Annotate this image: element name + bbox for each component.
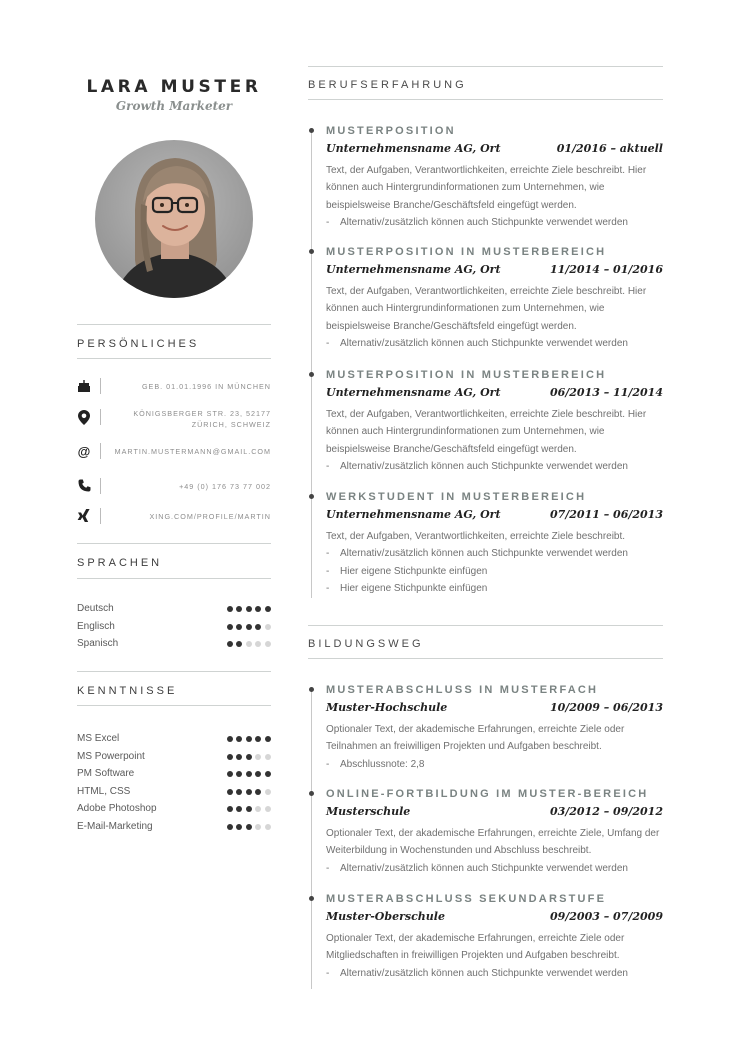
skill-row bbox=[77, 768, 271, 784]
divider bbox=[77, 358, 271, 359]
divider bbox=[308, 66, 663, 67]
rating-dots bbox=[227, 789, 271, 795]
separator bbox=[100, 409, 101, 425]
rating-dot-filled bbox=[246, 606, 252, 612]
rating-dot-filled bbox=[246, 789, 252, 795]
skill-name: PM Software bbox=[77, 768, 135, 779]
divider bbox=[77, 543, 271, 544]
language-row bbox=[77, 621, 271, 637]
rating-dot-filled bbox=[236, 736, 242, 742]
experience-position: WERKSTUDENT IN MUSTERBEREICH bbox=[326, 491, 587, 503]
education-timeline bbox=[311, 689, 312, 989]
experience-description: Text, der Aufgaben, Verantwortlichkeiten, erreichte Ziele beschreibt. bbox=[326, 531, 626, 542]
rating-dot-empty bbox=[265, 754, 271, 760]
at-sign-icon: @ bbox=[77, 444, 91, 459]
xing-icon bbox=[77, 509, 91, 525]
rating-dot-filled bbox=[227, 806, 233, 812]
timeline-bullet bbox=[309, 791, 314, 796]
experience-position: MUSTERPOSITION IN MUSTERBEREICH bbox=[326, 369, 607, 381]
rating-dot-filled bbox=[236, 606, 242, 612]
experience-meta bbox=[326, 386, 663, 406]
rating-dot-filled bbox=[246, 806, 252, 812]
contact-address bbox=[77, 408, 271, 434]
experience-date: 07/2011 – 06/2013 bbox=[549, 508, 663, 521]
rating-dot-empty bbox=[265, 641, 271, 647]
language-row bbox=[77, 603, 271, 619]
experience-bullet-item: - Alternativ/zusätzlich können auch Stichpunkte verwendet werden bbox=[326, 545, 663, 562]
rating-dot-empty bbox=[255, 824, 261, 830]
experience-date: 01/2016 – aktuell bbox=[556, 142, 663, 155]
separator bbox=[100, 478, 101, 494]
birthday-cake-icon bbox=[77, 379, 91, 395]
experience-entry bbox=[326, 369, 663, 475]
experience-timeline bbox=[311, 130, 312, 598]
rating-dot-filled bbox=[236, 824, 242, 830]
language-name: Deutsch bbox=[77, 603, 114, 614]
experience-organization: Unternehmensname AG, Ort bbox=[326, 508, 501, 521]
experience-description: Text, der Aufgaben, Verantwortlichkeiten, erreichte Ziele beschreibt. Hier können auch Hintergrundinformationen zum Unternehmen, wie beispielsweise Branche/Geschäftsfeld eingefügt werden. bbox=[326, 286, 647, 332]
rating-dots bbox=[227, 606, 271, 612]
education-position: MUSTERABSCHLUSS IN MUSTERFACH bbox=[326, 684, 599, 696]
education-entry bbox=[326, 893, 663, 982]
contact-text[interactable]: MARTIN.MUSTERMANN@GMAIL.COM bbox=[114, 447, 271, 456]
rating-dot-filled bbox=[236, 754, 242, 760]
timeline-bullet bbox=[309, 249, 314, 254]
education-organization: Musterschule bbox=[326, 805, 411, 818]
experience-entry bbox=[326, 246, 663, 352]
contact-text: GEB. 01.01.1996 IN MÜNCHEN bbox=[141, 382, 271, 391]
rating-dot-filled bbox=[255, 789, 261, 795]
rating-dot-filled bbox=[227, 824, 233, 830]
skill-row bbox=[77, 733, 271, 749]
experience-meta bbox=[326, 142, 663, 162]
experience-bullet-item: - Hier eigene Stichpunkte einfügen bbox=[326, 580, 663, 597]
rating-dot-empty bbox=[255, 754, 261, 760]
education-organization: Muster-Hochschule bbox=[326, 701, 448, 714]
timeline-bullet bbox=[309, 494, 314, 499]
rating-dot-filled bbox=[255, 624, 261, 630]
skill-row bbox=[77, 821, 271, 837]
rating-dot-filled bbox=[255, 606, 261, 612]
timeline-bullet bbox=[309, 896, 314, 901]
rating-dot-empty bbox=[255, 641, 261, 647]
rating-dots bbox=[227, 754, 271, 760]
experience-meta bbox=[326, 508, 663, 528]
rating-dot-filled bbox=[236, 624, 242, 630]
experience-bullet-item: - Hier eigene Stichpunkte einfügen bbox=[326, 563, 663, 580]
rating-dot-filled bbox=[227, 641, 233, 647]
experience-heading: BERUFSERFAHRUNG bbox=[308, 79, 467, 91]
skills-heading: KENNTNISSE bbox=[77, 685, 178, 697]
rating-dot-filled bbox=[246, 754, 252, 760]
skill-name: HTML, CSS bbox=[77, 785, 131, 797]
education-meta bbox=[326, 701, 663, 721]
language-row bbox=[77, 638, 271, 654]
rating-dot-filled bbox=[246, 736, 252, 742]
education-entry bbox=[326, 684, 663, 773]
skill-row bbox=[77, 751, 271, 767]
experience-bullet-item: - Alternativ/zusätzlich können auch Stichpunkte verwendet werden bbox=[326, 458, 663, 475]
rating-dot-filled bbox=[255, 736, 261, 742]
education-bullet-item: - Abschlussnote: 2,8 bbox=[326, 756, 663, 773]
experience-organization: Unternehmensname AG, Ort bbox=[326, 386, 501, 399]
divider bbox=[77, 705, 271, 706]
rating-dot-filled bbox=[227, 736, 233, 742]
education-entry bbox=[326, 788, 663, 877]
timeline-bullet bbox=[309, 687, 314, 692]
skill-name: E-Mail-Marketing bbox=[77, 820, 153, 832]
rating-dots bbox=[227, 641, 271, 647]
rating-dot-filled bbox=[227, 754, 233, 760]
skill-row bbox=[77, 786, 271, 802]
experience-description: Text, der Aufgaben, Verantwortlichkeiten, erreichte Ziele beschreibt. Hier können auch Hintergrundinformationen zum Unternehmen, wie beispielsweise Branche/Geschäftsfeld eingefügt werden. bbox=[326, 409, 647, 455]
person-name: LARA MUSTER bbox=[86, 77, 262, 97]
contact-birthday bbox=[77, 377, 271, 399]
rating-dot-filled bbox=[265, 771, 271, 777]
rating-dots bbox=[227, 624, 271, 630]
contact-text[interactable]: XING.COM/PROFILE/MARTIN bbox=[149, 512, 271, 521]
rating-dot-filled bbox=[227, 789, 233, 795]
rating-dots bbox=[227, 771, 271, 777]
rating-dot-filled bbox=[236, 771, 242, 777]
rating-dot-filled bbox=[236, 641, 242, 647]
rating-dot-empty bbox=[246, 641, 252, 647]
divider bbox=[308, 625, 663, 626]
rating-dot-filled bbox=[227, 624, 233, 630]
divider bbox=[308, 99, 663, 100]
experience-position: MUSTERPOSITION bbox=[326, 125, 456, 137]
rating-dot-empty bbox=[255, 806, 261, 812]
education-heading: BILDUNGSWEG bbox=[308, 638, 424, 650]
education-description: Optionaler Text, der akademische Erfahrungen, erreichte Ziele oder Mitgliedschaften in freiwilligen Projekten und Aufgaben beschreibt. bbox=[326, 933, 625, 962]
experience-entry bbox=[326, 125, 663, 231]
languages-heading: SPRACHEN bbox=[77, 557, 163, 569]
rating-dots bbox=[227, 736, 271, 742]
education-date: 09/2003 – 07/2009 bbox=[549, 910, 663, 923]
rating-dot-filled bbox=[227, 606, 233, 612]
rating-dots bbox=[227, 806, 271, 812]
education-meta bbox=[326, 805, 663, 825]
education-bullet-item: - Alternativ/zusätzlich können auch Stichpunkte verwendet werden bbox=[326, 860, 663, 877]
rating-dot-filled bbox=[246, 771, 252, 777]
rating-dot-filled bbox=[246, 624, 252, 630]
skill-row bbox=[77, 803, 271, 819]
rating-dot-filled bbox=[255, 771, 261, 777]
personal-heading: PERSÖNLICHES bbox=[77, 338, 200, 350]
timeline-bullet bbox=[309, 128, 314, 133]
education-date: 10/2009 – 06/2013 bbox=[549, 701, 663, 714]
education-date: 03/2012 – 09/2012 bbox=[549, 805, 663, 818]
contact-text: KÖNIGSBERGER STR. 23, 52177 ZÜRICH, SCHWEIZ bbox=[133, 409, 271, 429]
job-title: Growth Marketer bbox=[115, 99, 233, 113]
profile-photo-image bbox=[95, 140, 253, 298]
rating-dots bbox=[227, 824, 271, 830]
experience-date: 06/2013 – 11/2014 bbox=[549, 386, 663, 399]
divider bbox=[77, 324, 271, 325]
experience-bullet-item: - Alternativ/zusätzlich können auch Stichpunkte verwendet werden bbox=[326, 214, 663, 231]
rating-dot-filled bbox=[246, 824, 252, 830]
language-name: Englisch bbox=[77, 620, 115, 632]
rating-dot-filled bbox=[265, 736, 271, 742]
experience-date: 11/2014 – 01/2016 bbox=[549, 263, 663, 276]
rating-dot-filled bbox=[227, 771, 233, 777]
rating-dot-filled bbox=[236, 806, 242, 812]
experience-description: Text, der Aufgaben, Verantwortlichkeiten, erreichte Ziele beschreibt. Hier können auch Hintergrundinformationen zum Unternehmen, wie beispielsweise Branche/Geschäftsfeld eingefügt werden. bbox=[326, 165, 647, 211]
separator bbox=[100, 508, 101, 524]
education-organization: Muster-Oberschule bbox=[326, 910, 445, 923]
education-bullet-item: - Alternativ/zusätzlich können auch Stichpunkte verwendet werden bbox=[326, 965, 663, 982]
contact-email[interactable] bbox=[77, 442, 271, 464]
skill-name: Adobe Photoshop bbox=[77, 803, 157, 814]
divider bbox=[77, 578, 271, 579]
education-meta bbox=[326, 910, 663, 930]
experience-organization: Unternehmensname AG, Ort bbox=[326, 142, 501, 155]
experience-organization: Unternehmensname AG, Ort bbox=[326, 263, 501, 276]
rating-dot-empty bbox=[265, 789, 271, 795]
divider bbox=[308, 658, 663, 659]
profile-photo bbox=[95, 140, 253, 298]
experience-bullet-item: - Alternativ/zusätzlich können auch Stichpunkte verwendet werden bbox=[326, 335, 663, 352]
experience-meta bbox=[326, 263, 663, 283]
phone-icon bbox=[77, 479, 91, 495]
experience-entry bbox=[326, 491, 663, 597]
education-position: MUSTERABSCHLUSS SEKUNDARSTUFE bbox=[326, 893, 607, 905]
skill-name: MS Powerpoint bbox=[77, 750, 145, 762]
contact-text[interactable]: +49 (0) 176 73 77 002 bbox=[179, 482, 271, 491]
separator bbox=[100, 443, 101, 459]
education-description: Optionaler Text, der akademische Erfahrungen, erreichte Ziele oder Teilnahmen an freiwilligen Projekten und Aufgaben beschreibt. bbox=[326, 724, 625, 753]
timeline-bullet bbox=[309, 372, 314, 377]
contact-phone[interactable] bbox=[77, 477, 271, 499]
rating-dot-empty bbox=[265, 806, 271, 812]
separator bbox=[100, 378, 101, 394]
rating-dot-filled bbox=[265, 606, 271, 612]
skill-name: MS Excel bbox=[77, 733, 120, 744]
experience-position: MUSTERPOSITION IN MUSTERBEREICH bbox=[326, 246, 607, 258]
rating-dot-empty bbox=[265, 624, 271, 630]
contact-xing[interactable] bbox=[77, 507, 271, 529]
divider bbox=[77, 671, 271, 672]
education-position: ONLINE-FORTBILDUNG IM MUSTER-BEREICH bbox=[326, 788, 649, 800]
rating-dot-filled bbox=[236, 789, 242, 795]
location-pin-icon bbox=[77, 410, 91, 426]
rating-dot-empty bbox=[265, 824, 271, 830]
language-name: Spanisch bbox=[77, 638, 119, 649]
education-description: Optionaler Text, der akademische Erfahrungen, erreichte Ziele, Umfang der Weiterbildung in Wochenstunden und Abschluss beschreibt. bbox=[326, 828, 660, 857]
